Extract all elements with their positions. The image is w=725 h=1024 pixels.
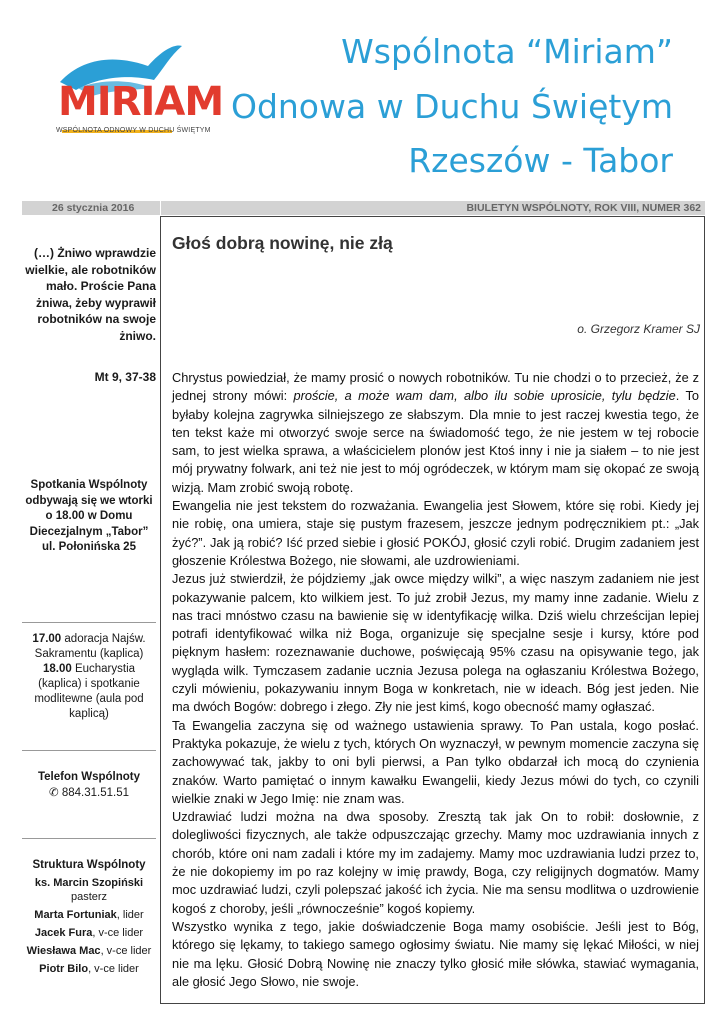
phone-number[interactable]: 884.31.51.51 (61, 786, 129, 799)
person-item (22, 924, 156, 942)
person-name: Wiesława Mac (26, 945, 101, 957)
article-body (172, 369, 699, 991)
community-structure (22, 856, 156, 978)
quote-reference: Mt 9, 37-38 (94, 370, 156, 384)
issue-date: 26 stycznia 2016 (52, 202, 135, 214)
person-item (22, 960, 156, 978)
paragraph-text: Chrystus powiedział, że mamy prosić o nowych robotników. Tu nie chodzi o to przecież, że z jednej strony mówi: (172, 370, 699, 404)
phone-label: Telefon Wspólnoty (37, 771, 140, 783)
schedule-time-2: 18.00 (42, 663, 72, 675)
paragraph-italic: proście, a może wam dam, albo ilu sobie uprosicie, tylu będzie (293, 388, 676, 404)
article-paragraph: Jezus już stwierdził, że pójdziemy „jak owce między wilki”, a więc naszym zadaniem nie jest pokazywanie palcem, kto wilkiem jest. To już zrobił Jezus, my mamy inne zadanie. Wielu z nas traci mnóstwo czasu na bawienie się w identyfikację wilka. Dziś wielu chrześcijan lepiej potrafi identyfikować wilka niż Boga, organizuje się specjalne sesje i kursy, które pod pięknym hasłem: rozeznawanie duchowe, poświęcają 95% czasu na opisywanie tego, jak wygląda wilk. Tymczasem zadanie ucznia Jezusa polega na ogłaszaniu Królestwa Bożego, czyli mówieniu, pokazywaniu innym Boga w konkretach, nie w ideach. Bóg jest jeden. Nie ma dwóch Bogów: dobrego i złego. Zły nie jest kimś, kogo obecność mamy ogłaszać. (172, 571, 699, 715)
article-title: Głoś dobrą nowinę, nie złą (172, 233, 393, 253)
bulletin-number: BIULETYN WSPÓLNOTY, ROK VIII, NUMER 362 (466, 202, 701, 214)
meetings-info: Spotkania Wspólnoty odbywają się we wtorki o 18.00 w Domu Diecezjalnym „Tabor” ul. Połonińska 25 (25, 479, 153, 553)
sidebar-separator (22, 750, 156, 751)
person-name: ks. Marcin Szopiński (34, 877, 144, 889)
schedule-text-1: adoracja Najśw. Sakramentu (kaplica) (34, 633, 146, 660)
schedule-time-1: 17.00 (32, 633, 62, 645)
sidebar-separator (22, 622, 156, 623)
phone-icon: ✆ (49, 786, 59, 799)
person-name: Piotr Bilo (39, 963, 89, 975)
sidebar-quote: (…) Żniwo wprawdzie wielkie, ale robotników mało. Proście Pana żniwa, żeby wyprawił robotników na swoje żniwo. (25, 246, 156, 343)
person-role: , v-ce lider (92, 927, 144, 939)
article-paragraph: Uzdrawiać ludzi można na dwa sposoby. Zresztą tak jak On to robił: dosłownie, z dolegliwości fizycznych, ale także odpuszczając grzechy. Mamy moc uzdrawiania innych z chorób, które oni nam zadali i które my im zadajemy. Mamy moc uzdrawiania ludzi przez to, że nie dokopiemy im po raz kolejny w imię prawdy, Boga, czy religijnych dogmatów. Mamy moc uzdrawiać ludzi, czyli polepszać jakość ich życia. Nie ma sensu modlitwa o uzdrowienie kogoś z choroby, jeśli „równocześnie” kogoś kopiemy. (172, 809, 699, 916)
phone-info (22, 770, 156, 801)
logo-text: MIRIAM (58, 79, 224, 125)
person-role: , v-ce lider (88, 963, 139, 975)
article-paragraph: Ewangelia nie jest tekstem do rozważania. Ewangelia jest Słowem, które się robi. Kiedy jej nie robię, ona umiera, staje się pustym frazesem, jeszcze jednym podręcznikiem pt.: „Jak żyć?”. Jak ją robić? Iść przed siebie i głosić POKÓJ, głosić czyli robić. Drugim zadaniem jest głoszenie Królestwa Bożego, nie słowami, ale uzdrowieniami. (172, 498, 699, 568)
info-bar (22, 201, 705, 215)
person-item (22, 942, 156, 960)
person-role: pasterz (70, 891, 108, 903)
person-role: , v-ce lider (100, 945, 152, 957)
info-bar-divider (160, 201, 161, 215)
article-author: o. Grzegorz Kramer SJ (577, 322, 700, 336)
person-name: Marta Fortuniak (34, 909, 117, 921)
paragraph-text: . To byłaby kolejna zagrywka silniejszego ze słabszym. Dla mnie to jest raczej kwestia tego, że ten tekst każe mi otworzyć swoje serce na świadomość tego, że nie jestem w tej robocie sam, to jest wielka sprawa, a właścicielem plonów jest Ktoś inny i nie ja siałem – to nie jest mój prywatny folwark, ani też nie jest to mój ogródeczek, w którym mam się okopać ze swoją wizją. Mam zrobić swoją robotę. (172, 388, 699, 495)
person-name: Jacek Fura (34, 927, 93, 939)
article-paragraph: Wszystko wynika z tego, jakie doświadczenie Boga mamy osobiście. Jeśli jest to Bóg, którego się lękamy, to takiego samego ogłosimy światu. Nie mamy się lękać Miłości, w niej nie ma lęku. Głosić Dobrą Nowinę nie znaczy tylko głosić miłe słówka, stawiać wymagania, ale głosić Jego Słowo, nie swoje. (172, 918, 699, 989)
logo-subtitle: WSPÓLNOTA ODNOWY W DUCHU ŚWIĘTYM (56, 127, 211, 134)
person-role: , lider (116, 909, 144, 921)
article-paragraph: Ta Ewangelia zaczyna się od ważnego ustawienia sprawy. To Pan ustala, kogo posłać. Praktyka pokazuje, że wielu z tych, których On wyznaczył, w pewnym momencie zaczyna się zachowywać tak, jakby to oni byli pierwsi, a Pan tylko obdarzał ich mocą do czynienia znaków. Warto pamiętać o innym kawałku Ewangelii, kiedy Jezus mówi do tych, co czynili wielkie znaki w Jego Imię: nie znam was. (172, 717, 699, 806)
header-title-line2: Odnowa w Duchu Świętym (230, 87, 673, 126)
sidebar-separator (22, 838, 156, 839)
structure-label: Struktura Wspólnoty (32, 859, 146, 871)
article-paragraph (172, 369, 699, 497)
schedule-text-2: Eucharystia (kaplica) i spotkanie modlitewne (aula pod kaplicą) (34, 663, 144, 720)
person-item (22, 906, 156, 924)
schedule-info (22, 632, 156, 722)
header-title-line3: Rzeszów - Tabor (408, 141, 673, 180)
header-title-line1: Wspólnota “Miriam” (341, 32, 673, 71)
